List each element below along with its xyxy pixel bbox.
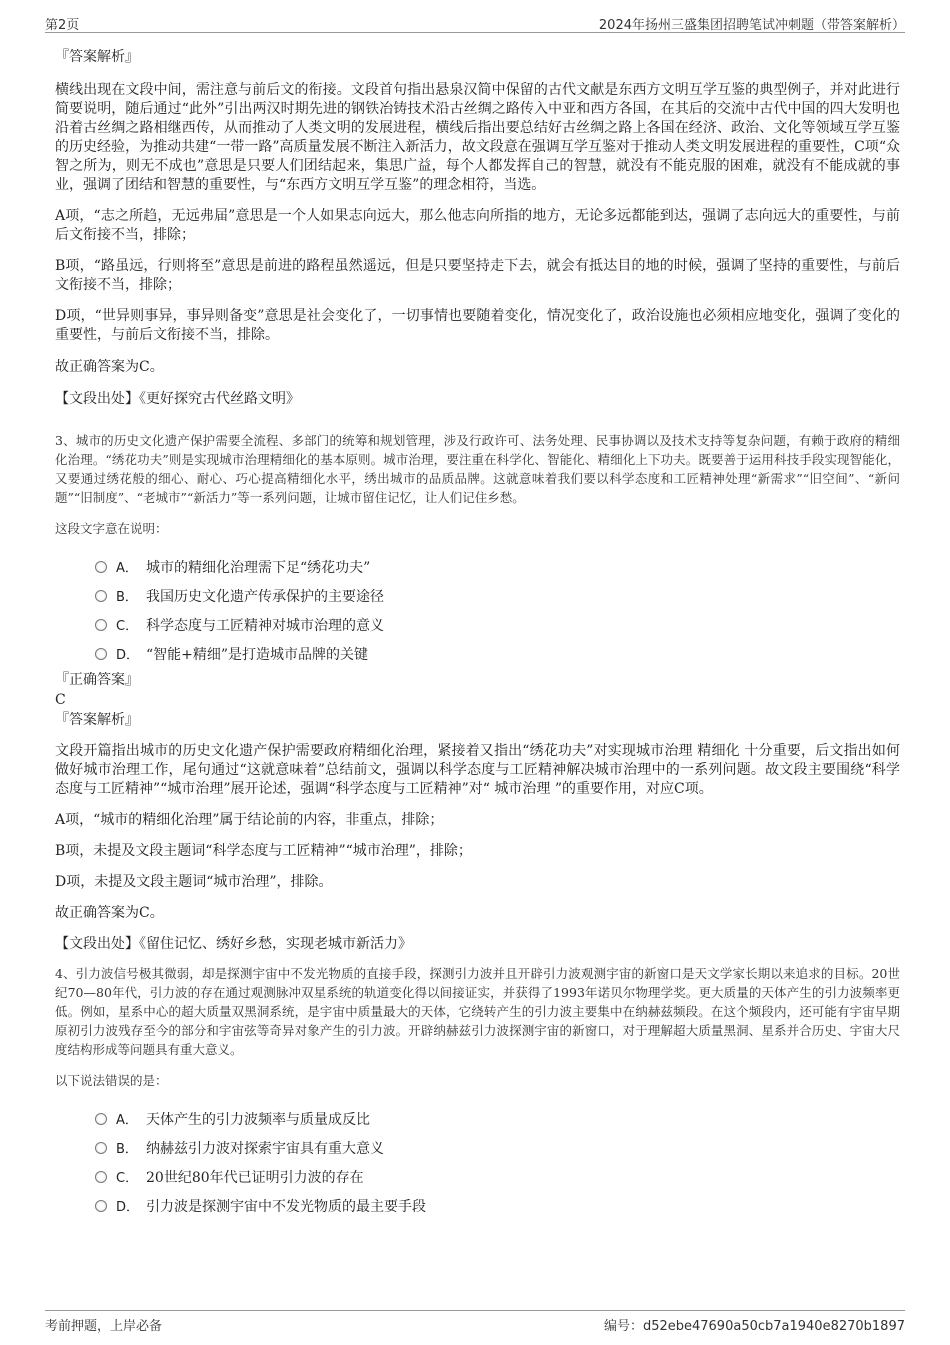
q3-option-c[interactable] (95, 610, 900, 639)
document-title: 2024年扬州三盛集团招聘笔试冲刺题（带答案解析） (598, 18, 905, 33)
page-footer (45, 1310, 905, 1333)
q3-option-a[interactable] (95, 552, 900, 581)
option-letter: C． (116, 1171, 139, 1186)
option-letter: B． (116, 1142, 138, 1157)
radio-button[interactable] (95, 1200, 107, 1212)
option-letter: D． (116, 648, 140, 663)
q4-prompt: 以下说法错误的是： (55, 1073, 168, 1088)
q3-prompt: 这段文字意在说明： (55, 521, 168, 536)
radio-button[interactable] (95, 648, 107, 660)
q4-option-b[interactable] (95, 1133, 900, 1162)
q3-analysis-main: 文段开篇指出城市的历史文化遗产保护需要政府精细化治理，紧接着又指出“绣花功夫”对实现城市治理 精细化 十分重要，后文指出如何做好城市治理工作，尾句通过“这就意味着”总结前文，强调以科学态度与工匠精神解决城市治理中的一系列问题。故文段主要围绕“科学态度与工匠精神”“城市治理”展开论述，强调“科学态度与工匠精神”对“ 城市治理 ”的重要作用，对应C项。 (55, 743, 900, 797)
q4-option-c[interactable] (95, 1162, 900, 1191)
q3-stem: 3、城市的历史文化遗产保护需要全流程、多部门的统筹和规划管理，涉及行政许可、法务处理、民事协调以及技术支持等复杂问题，有赖于政府的精细化治理。“绣花功夫”则是实现城市治理精细化的基本原则。城市治理，要注重在科学化、智能化、精细化上下功夫。既要善于运用科技手段实现智能化，又要通过绣花般的细心、耐心、巧心提高精细化水平，绣出城市的品质品牌。这就意味着我们要以科学态度和工匠精神处理“新需求”“旧空间”、“新问题”“旧制度”、“老城市”“新活力”等一系列问题，让城市留住记忆，让人们记住乡愁。 (55, 433, 900, 505)
q2-analysis-a: A项，“志之所趋，无远弗届”意思是一个人如果志向远大，那么他志向所指的地方，无论多远都能到达，强调了志向远大的重要性，与前后文衔接不当，排除； (55, 208, 900, 243)
option-letter: B． (116, 590, 138, 605)
radio-button[interactable] (95, 619, 107, 631)
q3-conclusion: 故正确答案为C。 (55, 905, 164, 921)
option-letter: A． (116, 1113, 138, 1128)
q4-option-d[interactable] (95, 1191, 900, 1220)
q3-source: 【文段出处】《留住记忆、绣好乡愁，实现老城市新活力》 (55, 936, 412, 952)
q2-analysis-b: B项，“路虽远，行则将至”意思是前进的路程虽然遥远，但是只要坚持走下去，就会有抵达目的地的时候，强调了坚持的重要性，与前后文衔接不当，排除； (55, 258, 900, 293)
radio-button[interactable] (95, 1142, 107, 1154)
analysis-label: 『答案解析』 (55, 712, 139, 728)
option-text: 我国历史文化遗产传承保护的主要途径 (146, 588, 384, 605)
document-code: 编号：d52ebe47690a50cb7a1940e8270b1897 (603, 1319, 905, 1334)
footer-note: 考前押题，上岸必备 (45, 1319, 163, 1334)
answer-label: 『正确答案』 (55, 672, 139, 688)
q3-option-b[interactable] (95, 581, 900, 610)
q2-analysis-d: D项，“世异则事异，事异则备变”意思是社会变化了，一切事情也要随着变化，情况变化了，政治设施也必须相应地变化，强调了变化的重要性，与前后文衔接不当，排除。 (55, 308, 900, 343)
option-letter: A． (116, 561, 138, 576)
radio-button[interactable] (95, 561, 107, 573)
option-text: 引力波是探测宇宙中不发光物质的最主要手段 (146, 1198, 426, 1215)
option-text: “智能+精细”是打造城市品牌的关键 (146, 646, 369, 663)
q4-options (55, 1104, 900, 1220)
q3-analysis-a: A项，“城市的精细化治理”属于结论前的内容，非重点，排除； (55, 812, 444, 828)
page-number: 第2页 (45, 18, 80, 33)
analysis-label: 『答案解析』 (55, 49, 139, 65)
q2-conclusion: 故正确答案为C。 (55, 359, 164, 375)
page-content (55, 45, 900, 1220)
q4-option-a[interactable] (95, 1104, 900, 1133)
q2-source: 【文段出处】《更好探究古代丝路文明》 (55, 391, 300, 407)
option-text: 科学态度与工匠精神对城市治理的意义 (146, 617, 384, 634)
radio-button[interactable] (95, 590, 107, 602)
correct-answer: C (55, 692, 66, 708)
option-text: 纳赫兹引力波对探索宇宙具有重大意义 (146, 1140, 384, 1157)
option-text: 城市的精细化治理需下足“绣花功夫” (146, 559, 371, 576)
q2-analysis-main: 横线出现在文段中间，需注意与前后文的衔接。文段首句指出悬泉汉简中保留的古代文献是东西方文明互学互鉴的典型例子，并对此进行简要说明，随后通过“此外”引出两汉时期先进的钢铁冶铸技术沿古丝绸之路传入中亚和西方各国，在其后的交流中古代中国的四大发明也沿着古丝绸之路相继西传，从而推动了人类文明的发展进程，横线后指出要总结好古丝绸之路上各国在经济、政治、文化等领域互学互鉴的历史经验，为推动共建“一带一路”高质量发展不断注入新活力，故文段意在强调互学互鉴对于推动人类文明发展进程的重要性，C项“众智之所为，则无不成也”意思是只要人们团结起来，集思广益，每个人都发挥自己的智慧，就没有不能克服的困难，就没有不能成就的事业，强调了团结和智慧的重要性，与“东西方文明互学互鉴”的理念相符，当选。 (55, 82, 900, 193)
radio-button[interactable] (95, 1171, 107, 1183)
radio-button[interactable] (95, 1113, 107, 1125)
q3-options (55, 552, 900, 668)
q3-option-d[interactable] (95, 639, 900, 668)
q4-stem: 4、引力波信号极其微弱，却是探测宇宙中不发光物质的直接手段，探测引力波并且开辟引力波观测宇宙的新窗口是天文学家长期以来追求的目标。20世纪70—80年代，引力波的存在通过观测脉冲双星系统的轨道变化得以间接证实，并获得了1993年诺贝尔物理学奖。更大质量的天体产生的引力波频率更低。例如，星系中心的超大质量双黑洞系统，是宇宙中质量最大的天体，它绕转产生的引力波主要集中在纳赫兹频段。在这个频段内，还可能有宇宙早期原初引力波残存至今的部分和宇宙弦等奇异对象产生的引力波。开辟纳赫兹引力波探测宇宙的新窗口，对于理解超大质量黑洞、星系并合历史、宇宙大尺度结构形成等问题具有重大意义。 (55, 966, 900, 1057)
option-text: 20世纪80年代已证明引力波的存在 (146, 1169, 364, 1186)
q3-analysis-b: B项，未提及文段主题词“科学态度与工匠精神”“城市治理”，排除； (55, 843, 472, 859)
q3-analysis-d: D项，未提及文段主题词“城市治理”，排除。 (55, 874, 333, 890)
page-header (45, 10, 905, 33)
option-text: 天体产生的引力波频率与质量成反比 (146, 1111, 370, 1128)
option-letter: D． (116, 1200, 140, 1215)
option-letter: C． (116, 619, 139, 634)
